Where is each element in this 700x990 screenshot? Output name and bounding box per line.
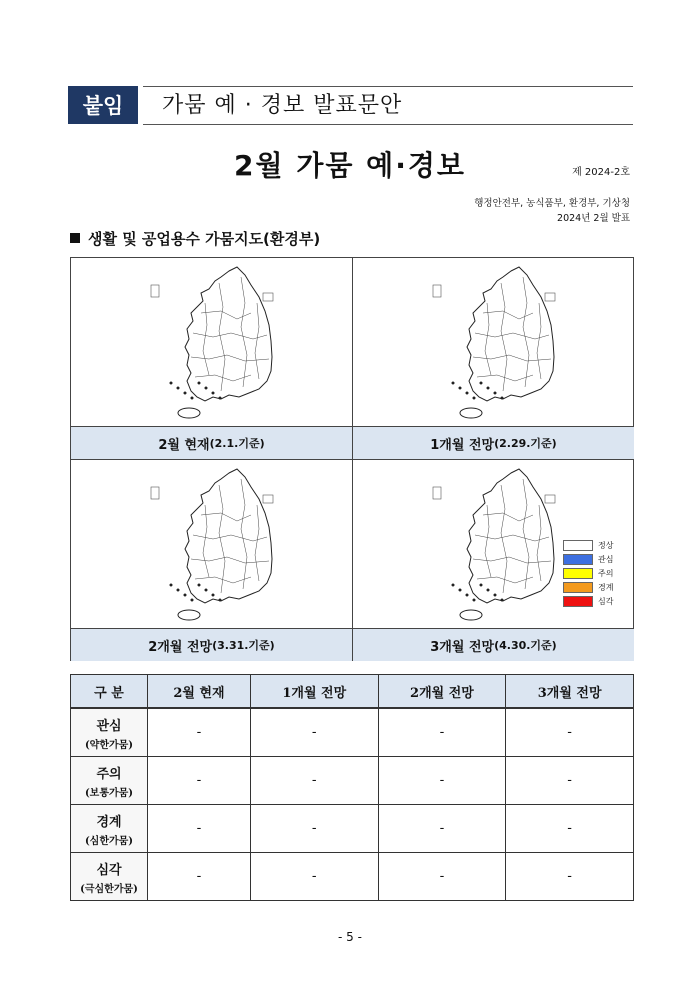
row-label [71, 853, 148, 901]
map-panel-2-month [71, 460, 353, 661]
map-area [353, 258, 634, 427]
island [212, 594, 215, 597]
map-caption-basis: (2.29.기준) [494, 437, 557, 450]
map-area [71, 258, 352, 427]
map-caption-basis: (4.30.기준) [494, 639, 557, 652]
island [466, 392, 469, 395]
header-bottom-rule [143, 124, 633, 125]
island [191, 397, 194, 400]
island [219, 397, 222, 400]
island [177, 387, 180, 390]
jeju-island [460, 610, 482, 620]
section-heading-text: 생활 및 공업용수 가뭄지도(환경부) [88, 230, 321, 248]
legend-label: 심각 [598, 596, 614, 606]
table-cell: - [506, 708, 634, 757]
table-header-row [71, 675, 634, 709]
island [212, 392, 215, 395]
inset-box [151, 487, 159, 499]
table-row [71, 708, 634, 757]
table-cell: - [250, 757, 378, 805]
map-area [71, 460, 352, 629]
square-bullet-icon [70, 233, 80, 243]
row-label-sub: (보통가뭄) [84, 787, 134, 799]
row-label-main: 심각 [96, 862, 122, 878]
legend-swatch [563, 582, 593, 593]
legend-label: 관심 [598, 554, 614, 564]
attachment-badge: 붙임 [68, 86, 138, 124]
map-caption-label: 2개월 전망 [148, 639, 213, 655]
map-caption-label: 1개월 전망 [430, 437, 495, 453]
legend-row [563, 594, 613, 608]
row-label [71, 708, 148, 757]
island [219, 599, 222, 602]
map-caption-label: 3개월 전망 [430, 639, 495, 655]
island [459, 589, 462, 592]
table-header-1-month: 1개월 전망 [250, 675, 378, 709]
table-cell: - [378, 757, 506, 805]
table-cell: - [506, 805, 634, 853]
legend-row [563, 538, 613, 552]
legend-swatch [563, 568, 593, 579]
inset-box [545, 495, 555, 503]
legend-label: 정상 [598, 540, 614, 550]
island [459, 387, 462, 390]
issuing-agencies: 행정안전부, 농식품부, 환경부, 기상청 [474, 198, 630, 209]
map-caption [71, 426, 352, 459]
map-legend [563, 538, 613, 608]
map-panel-current [71, 258, 353, 460]
inset-box [433, 487, 441, 499]
map-caption-basis: (3.31.기준) [212, 639, 275, 652]
island [184, 594, 187, 597]
island [501, 397, 504, 400]
row-label-sub: (약한가뭄) [84, 739, 134, 751]
table-row [71, 805, 634, 853]
legend-swatch [563, 596, 593, 607]
jeju-island [178, 610, 200, 620]
island [205, 589, 208, 592]
legend-swatch [563, 554, 593, 565]
page-number: - 5 - [338, 930, 362, 944]
row-label-main: 경계 [96, 814, 122, 830]
korea-map [423, 263, 563, 423]
table-cell: - [378, 708, 506, 757]
island [170, 382, 173, 385]
header-top-rule [143, 86, 633, 87]
document-number: 제 2024-2호 [572, 167, 630, 178]
legend-row [563, 566, 613, 580]
island [487, 387, 490, 390]
island [473, 397, 476, 400]
island [494, 392, 497, 395]
table-cell: - [378, 853, 506, 901]
table-cell: - [250, 805, 378, 853]
table-cell: - [506, 757, 634, 805]
legend-label: 경계 [598, 582, 614, 592]
inset-box [433, 285, 441, 297]
map-caption-label: 2월 현재 [158, 437, 210, 453]
table-cell: - [250, 853, 378, 901]
row-label [71, 805, 148, 853]
row-label-sub: (극심한가뭄) [80, 883, 138, 895]
table-cell: - [148, 757, 251, 805]
document-title: 2월 가뭄 예·경보 [234, 149, 466, 182]
island [466, 594, 469, 597]
table-cell: - [148, 708, 251, 757]
drought-map-grid [70, 257, 634, 661]
row-label-main: 관심 [96, 718, 122, 734]
section-heading [70, 228, 320, 249]
table-cell: - [506, 853, 634, 901]
island [501, 599, 504, 602]
table-row [71, 757, 634, 805]
island [191, 599, 194, 602]
jeju-island [460, 408, 482, 418]
map-panel-1-month [353, 258, 634, 460]
island [487, 589, 490, 592]
inset-box [545, 293, 555, 301]
island [198, 382, 201, 385]
map-caption [353, 426, 634, 459]
island [452, 382, 455, 385]
legend-row [563, 580, 613, 594]
issue-date: 2024년 2월 발표 [557, 213, 630, 224]
inset-box [263, 293, 273, 301]
island [494, 594, 497, 597]
island [184, 392, 187, 395]
table-header-2-month: 2개월 전망 [378, 675, 506, 709]
korea-map [141, 465, 281, 625]
table-cell: - [250, 708, 378, 757]
table-cell: - [148, 805, 251, 853]
inset-box [151, 285, 159, 297]
table-cell: - [378, 805, 506, 853]
map-panel-3-month [353, 460, 634, 661]
map-caption-basis: (2.1.기준) [209, 437, 265, 450]
island [480, 382, 483, 385]
legend-swatch [563, 540, 593, 551]
row-label [71, 757, 148, 805]
island [198, 584, 201, 587]
table-row [71, 853, 634, 901]
map-caption [71, 628, 352, 661]
table-header-current: 2월 현재 [148, 675, 251, 709]
legend-row [563, 552, 613, 566]
legend-label: 주의 [598, 568, 614, 578]
table-cell: - [148, 853, 251, 901]
drought-status-table [70, 674, 634, 901]
island [177, 589, 180, 592]
map-caption [353, 628, 634, 661]
inset-box [263, 495, 273, 503]
row-label-main: 주의 [96, 766, 122, 782]
korea-map [141, 263, 281, 423]
table-header-category: 구 분 [71, 675, 148, 709]
island [170, 584, 173, 587]
island [480, 584, 483, 587]
korea-map [423, 465, 563, 625]
island [473, 599, 476, 602]
header-title: 가뭄 예 · 경보 발표문안 [162, 93, 403, 118]
jeju-island [178, 408, 200, 418]
island [452, 584, 455, 587]
table-header-3-month: 3개월 전망 [506, 675, 634, 709]
row-label-sub: (심한가뭄) [84, 835, 134, 847]
island [205, 387, 208, 390]
